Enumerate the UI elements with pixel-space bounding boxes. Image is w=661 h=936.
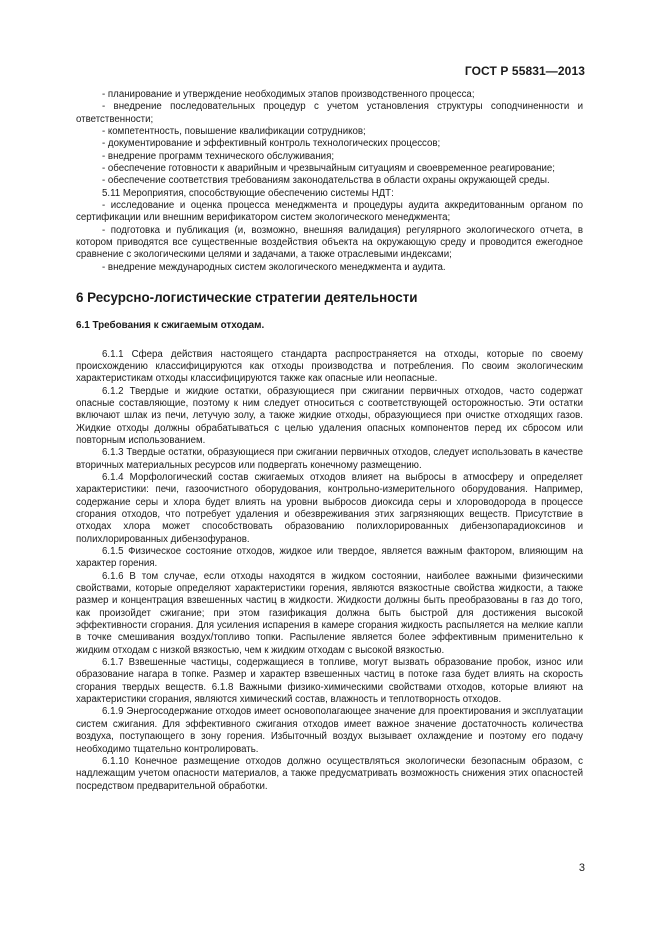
clause-paragraph: 6.1.5 Физическое состояние отходов, жидкое или твердое, является важным фактором, влияющим на характер горения. (76, 546, 583, 570)
list-item: - внедрение программ технического обслуживания; (102, 150, 335, 162)
clause-paragraph: 6.1.10 Конечное размещение отходов должно осуществляться экологически безопасным образом, с надлежащим учетом опасности материалов, а также предусматривать возможность снижения этих опасностей посредством предварительной обработки. (76, 755, 583, 792)
list-item: - обеспечение соответствия требованиям законодательства в области охраны окружающей среды. (102, 175, 550, 187)
document-standard-id: ГОСТ Р 55831—2013 (464, 64, 585, 78)
clause-paragraph: 6.1.9 Энергосодержание отходов имеет основополагающее значение для проектирования и эксплуатации систем сжигания. Для эффективного сжигания отходов имеет важное значение достаточность количества воздуха, поступающего в зону горения. Избыточный воздух вызывает охлаждение и поэтому его подачу необходимо тщательно контролировать. (76, 706, 583, 755)
clause-paragraph: 6.1.4 Морфологический состав сжигаемых отходов влияет на выбросы в атмосферу и определяет характеристики: печи, газоочистного оборудования, контрольно-измерительного оборудования. Например, содержание серы и хлора будет влиять на уровни выбросов диоксида серы и хлороводорода в процессе сгорания отходов, что потребует удаления и обезвреживания этих загрязняющих веществ. Присутствие в отходах хлора может способствовать образованию полихлорированных дибензопарадиоксинов и полихлорированных дибензофуранов. (76, 471, 583, 545)
clause-5-11-title: 5.11 Мероприятия, способствующие обеспечению системы НДТ: (102, 187, 394, 199)
list-item: - внедрение международных систем экологического менеджмента и аудита. (102, 261, 446, 273)
list-item: - компетентность, повышение квалификации сотрудников; (102, 126, 366, 138)
list-item: - внедрение последовательных процедур с учетом установления структуры соподчиненности и ответственности; (76, 101, 583, 125)
clause-paragraph: 6.1.2 Твердые и жидкие остатки, образующиеся при сжигании первичных отходов, часто содержат опасные составляющие, поэтому к ним следует относиться с соответствующей осторожностью. Эти остатки включают шлак из печи, летучую золу, а также жидкие отходы, образующиеся при очистке отходящих газов. Жидкие отходы должны обрабатываться с целью удаления опасных компонентов перед их сбросом или повторным использованием. (76, 385, 583, 446)
clause-paragraph: 6.1.6 В том случае, если отходы находятся в жидком состоянии, наиболее важными физическими свойствами, которые определяют характеристики горения, являются вязкостные свойства жидкости, а также размер и концентрация взвешенных частиц в жидкости. Жидкости должны быть преобразованы в газ до того, как произойдет сжигание; при этом газификация должна быть быстрой для достижения высокой эффективности сгорания. Для усиления испарения в камере сгорания жидкость распыляется на мелкие капли в точке смешивания воздух/топливо топки. Распыление является более эффективным применительно к жидким отходам с низкой вязкостью, чем к жидким отходам с высокой вязкостью. (76, 570, 583, 656)
list-item: - подготовка и публикация (и, возможно, внешняя валидация) регулярного экологического отчета, в котором приводятся все существенные воздействия объекта на окружающую среду и проводится ежегодное сравнение с экологическими целями и задачами, а также отраслевыми индексами; (76, 224, 583, 261)
list-item: - планирование и утверждение необходимых этапов производственного процесса; (102, 89, 475, 100)
page-number: 3 (578, 862, 585, 874)
list-item: - обеспечение готовности к аварийным и чрезвычайным ситуациям и своевременное реагирование; (102, 163, 555, 175)
clause-paragraph: 6.1.7 Взвешенные частицы, содержащиеся в топливе, могут вызвать образование пробок, износ или образование нагара в топке. Размер и характер взвешенных частиц в потоке газа будет влиять на скорость сгорания твердых веществ. 6.1.8 Важными физико-химическими свойствами отходов, которые влияют на характеристики сгорания, являются химический состав, влажность и теплотворность отходов. (76, 657, 583, 706)
list-item: - документирование и эффективный контроль технологических процессов; (102, 138, 441, 150)
clause-paragraph: 6.1.1 Сфера действия настоящего стандарта распространяется на отходы, которые по своему происхождению классифицируются как отходы производства и потребления. По своим экологическим характеристикам отходы классифицируются также как опасные или неопасные. (76, 348, 583, 385)
subsection-6-1-heading: 6.1 Требования к сжигаемым отходам. (76, 320, 265, 332)
clause-paragraph: 6.1.3 Твердые остатки, образующиеся при сжигании первичных отходов, следует использовать в качестве вторичных материальных ресурсов или подвергать конечному размещению. (76, 447, 583, 471)
list-item: - исследование и оценка процесса менеджмента и процедуры аудита аккредитованным органом по сертификации или внешним верификатором систем экологического менеджмента; (76, 200, 583, 224)
document-body (76, 89, 583, 793)
section-6-heading: 6 Ресурсно-логистические стратегии деятельности (76, 290, 418, 306)
